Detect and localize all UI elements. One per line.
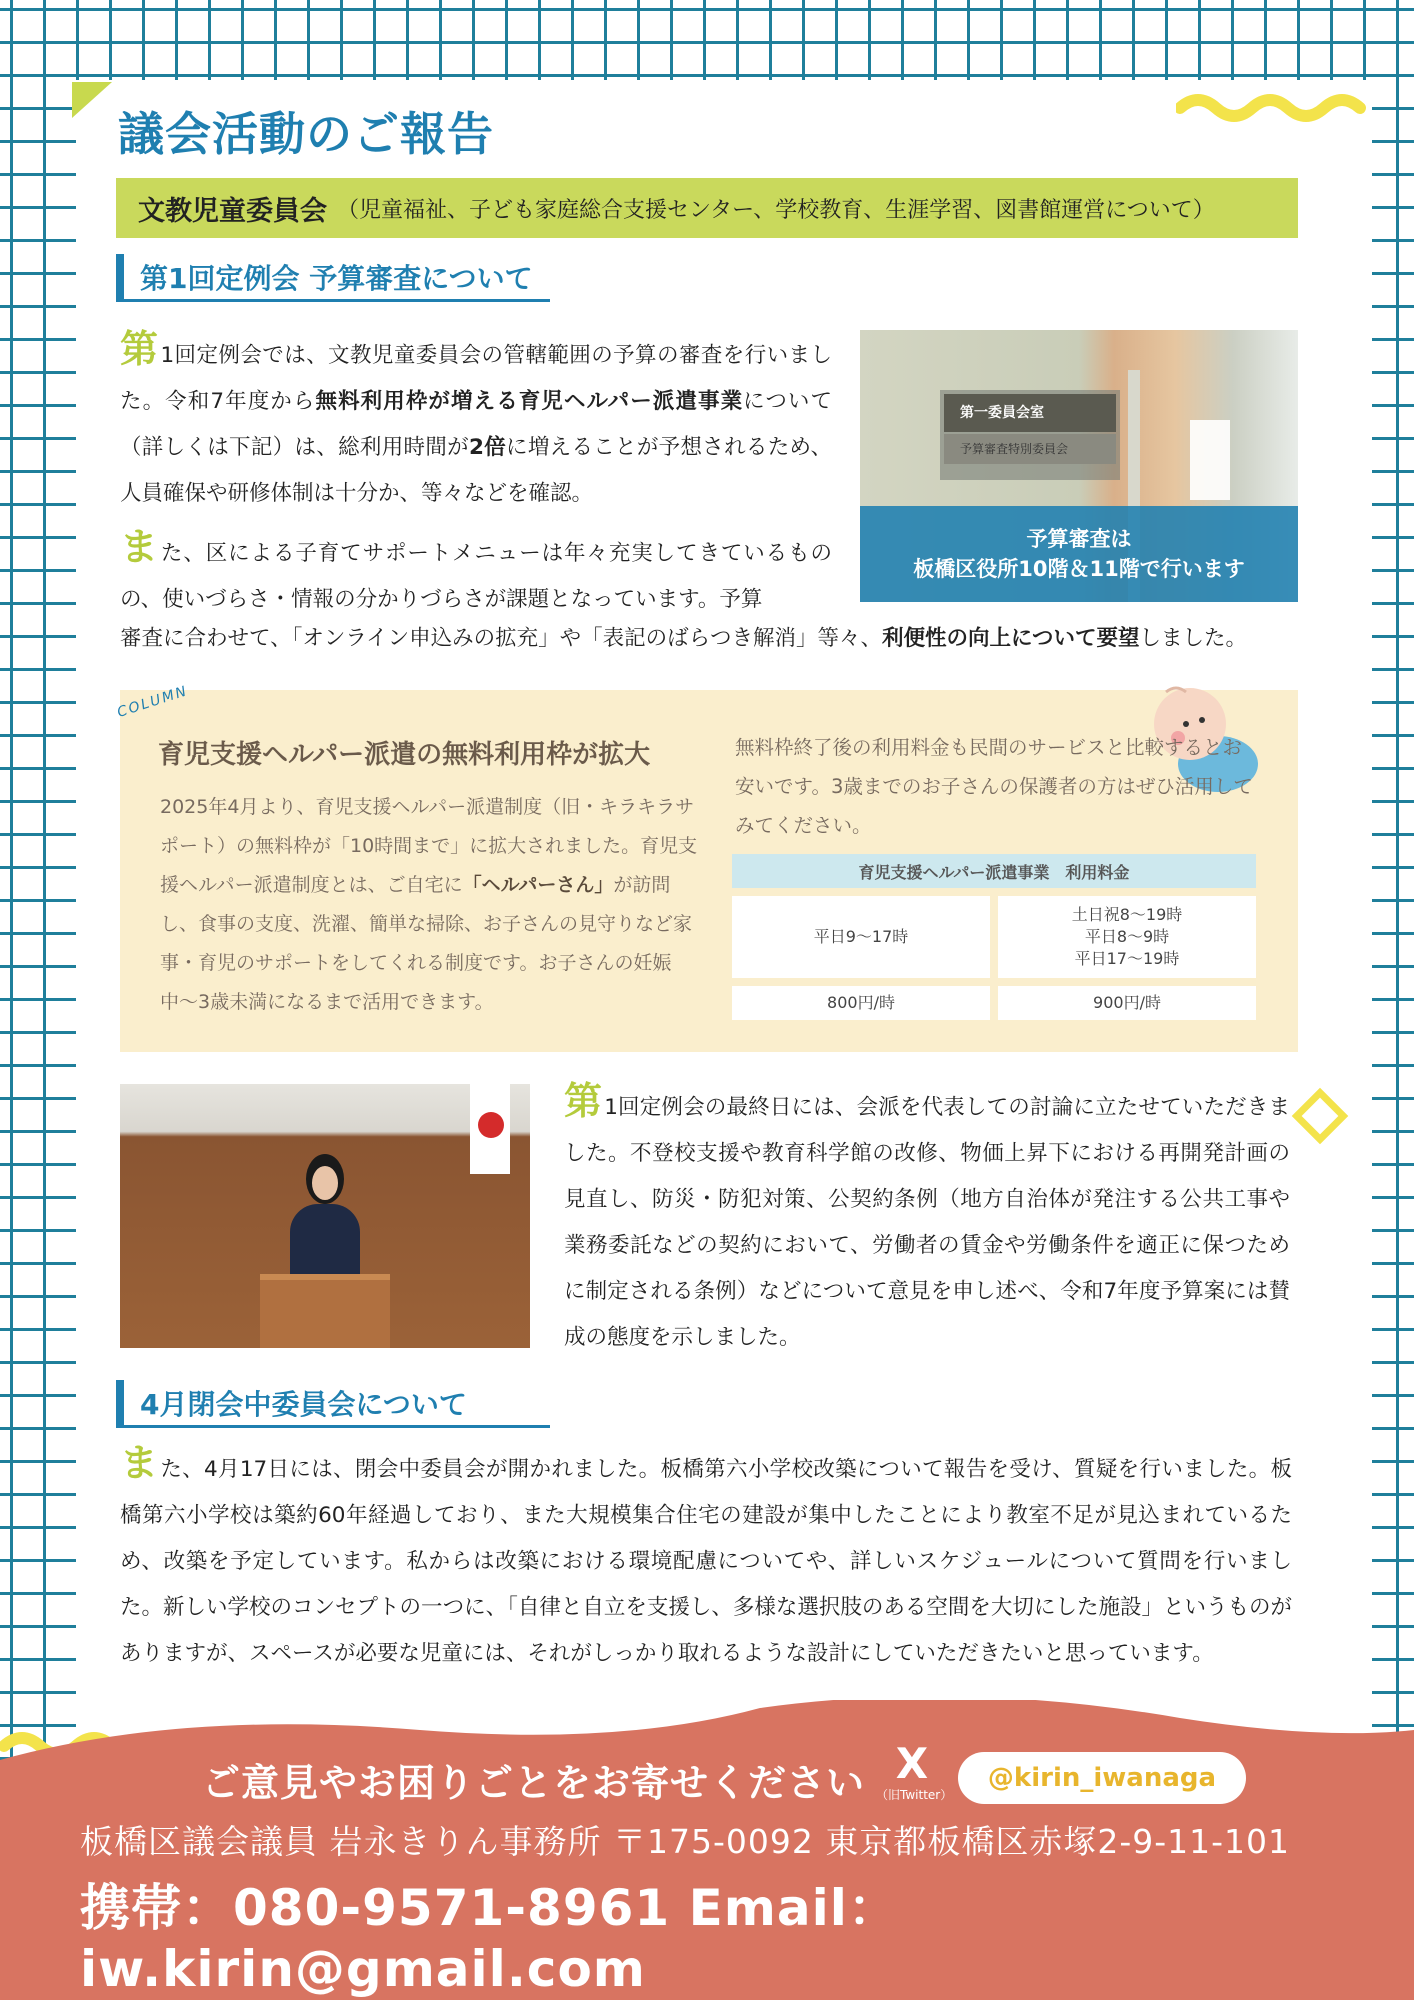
podium	[260, 1274, 390, 1348]
speaker-face	[312, 1166, 338, 1200]
column-right-text: 無料枠終了後の利用料金も民間のサービスと比較するとお安いです。3歳までのお子さんの保護者の方はぜひ活用してみてください。	[735, 736, 1253, 837]
wave-decoration-top	[1176, 88, 1366, 122]
section-heading-april-text: 4月閉会中委員会について	[140, 1387, 467, 1421]
committee-room-photo	[860, 330, 1298, 602]
fee-table	[732, 854, 1256, 1028]
assembly-speech-photo	[120, 1084, 530, 1348]
section-heading-budget	[116, 254, 550, 302]
budget-paragraph-2-continued: 審査に合わせて、「オンライン申込みの拡充」や「表記のばらつき解消」等々、利便性の向上について要望しました。	[120, 626, 1248, 651]
x-handle-link[interactable]: @kirin_iwanaga	[958, 1752, 1246, 1804]
closing-debate-paragraph: 第1回定例会の最終日には、会派を代表しての討論に立たせていただきました。不登校支援や教育科学館の改修、物価上昇下における再開発計画の見直し、防災・防犯対策、公契約条例（地方自治体が発注する公共工事や業務委託などの契約において、労働者の賃金や労働条件を適正に保つために制定される条例）などについて意見を申し述べ、令和7年度予算案には賛成の態度を示しました。	[564, 1079, 1290, 1350]
fee-table-title: 育児支援ヘルパー派遣事業 利用料金	[732, 854, 1256, 888]
flag-sun	[478, 1112, 504, 1138]
footer-call-to-action: ご意見やお困りごとをお寄せください	[202, 1761, 866, 1805]
drop-cap: 第	[564, 1079, 603, 1123]
committee-scope: （児童福祉、子ども家庭総合支援センター、学校教育、生涯学習、図書館運営について）	[337, 197, 1215, 223]
footer-contact[interactable]: 携帯：080-9571-8961 Email：iw.kirin@gmail.com	[80, 1879, 899, 1998]
april-committee-paragraph: また、4月17日には、閉会中委員会が開かれました。板橋第六小学校改築について報告を受け、質疑を行いました。板橋第六小学校は築約60年経過しており、また大規模集合住宅の建設が集中したことにより教室不足が見込まれているため、改築を予定しています。私からは改築における環境配慮についてや、詳しいスケジュールについて質問を行いました。新しい学校のコンセプトの一つに、「自律と自立を支援し、多様な選択肢のある空間を大切にした施設」というものがありますが、スペースが必要な児童には、それがしっかり取れるような設計にしていただきたいと思っています。	[120, 1441, 1292, 1666]
fee-table-row	[732, 986, 1256, 1020]
fee-price-weekday: 800円/時	[732, 986, 990, 1020]
committee-banner	[116, 178, 1298, 238]
fee-table-row	[732, 896, 1256, 978]
column-text: 2025年4月より、育児支援ヘルパー派遣制度（旧・キラキラサポート）の無料枠が「10時間まで」に拡大されました。育児支援ヘルパー派遣制度とは、ご自宅に「ヘルパーさん」が訪問し、食事の支度、洗濯、簡単な掃除、お子さんの見守りなど家事・育児のサポートをしてくれる制度です。お子さんの妊娠中〜3歳未満になるまで活用できます。	[160, 796, 698, 1013]
fee-price-other: 900円/時	[998, 986, 1256, 1020]
section-heading-budget-text: 第1回定例会 予算審査について	[140, 261, 533, 295]
column-tag: COLUMN	[115, 683, 191, 721]
budget-paragraph-2: また、区による子育てサポートメニューは年々充実してきているものの、使いづらさ・情報の分かりづらさが課題となっています。予算	[120, 525, 832, 612]
column-title: 育児支援ヘルパー派遣の無料利用枠が拡大	[158, 740, 651, 770]
drop-cap: 第	[120, 327, 159, 371]
fee-cell-weekday: 平日9〜17時	[732, 896, 990, 978]
x-logo-icon[interactable]: X （旧Twitter）	[876, 1739, 953, 1802]
photo-plate-1: 第一委員会室	[960, 405, 1044, 421]
triangle-decoration	[72, 82, 112, 118]
committee-name: 文教児童委員会	[138, 195, 327, 227]
fee-cell-other: 土日祝8〜19時 平日8〜9時 平日17〜19時	[998, 896, 1256, 978]
section-heading-april	[116, 1380, 550, 1428]
page-title: 議会活動のご報告	[118, 107, 494, 161]
footer-address: 板橋区議会議員 岩永きりん事務所 〒175-0092 東京都板橋区赤塚2-9-11-101	[80, 1822, 1291, 1861]
drop-cap: ま	[120, 1441, 159, 1485]
budget-paragraph-1: 第1回定例会では、文教児童委員会の管轄範囲の予算の審査を行いました。令和7年度から無料利用枠が増える育児ヘルパー派遣事業について（詳しくは下記）は、総利用時間が2倍に増えることが予想されるため、人員確保や研修体制は十分か、等々などを確認。	[120, 327, 833, 506]
photo-caption: 予算審査は 板橋区役所10階＆11階で行います	[860, 506, 1298, 602]
drop-cap: ま	[120, 525, 159, 569]
photo-plate-2: 予算審査特別委員会	[960, 442, 1069, 456]
